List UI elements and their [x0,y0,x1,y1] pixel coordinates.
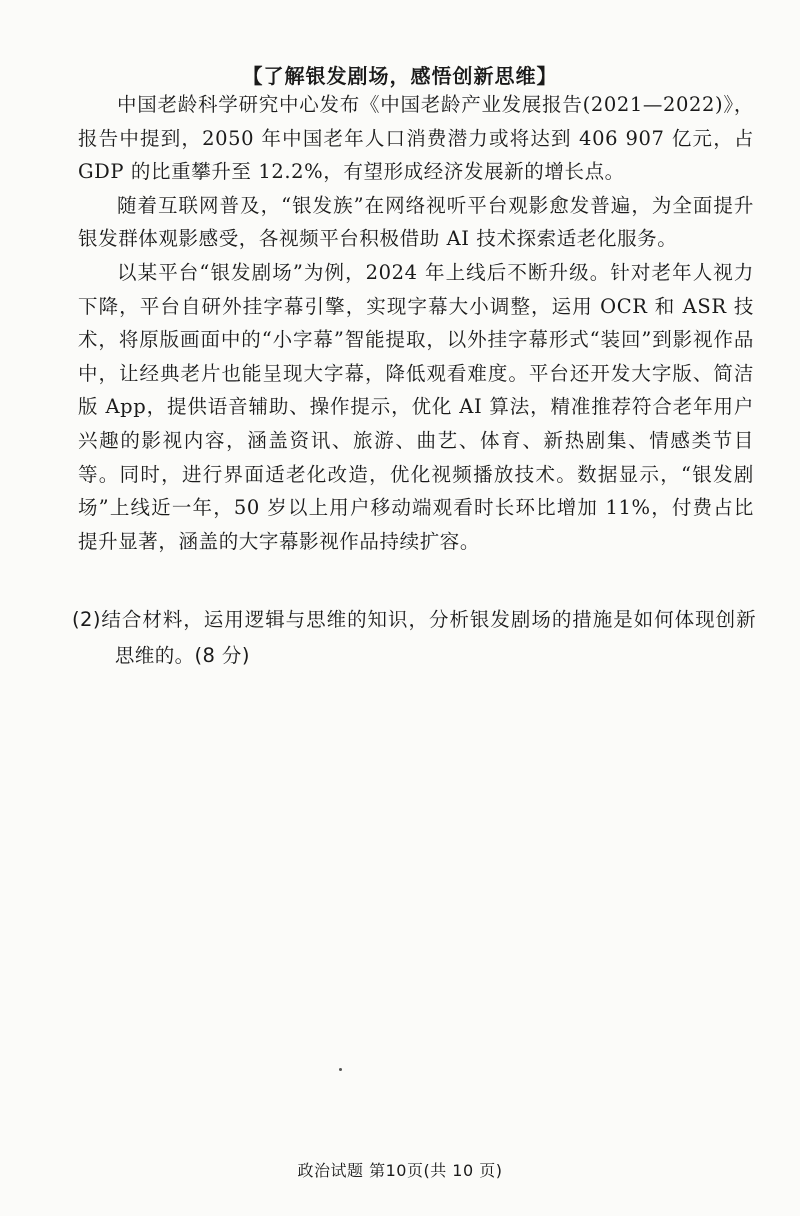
question-number: (2) [72,608,101,631]
question-2 [72,602,756,674]
section-title: 【了解银发剧场，感悟创新思维】 [242,64,558,88]
material-paragraph-2: 随着互联网普及，“银发族”在网络视听平台观影愈发普遍，为全面提升银发群体观影感受，各视频平台积极借助 AI 技术探索适老化服务。 [78,193,754,251]
scan-speck [339,1068,342,1071]
material-paragraph-1: 中国老龄科学研究中心发布《中国老龄产业发展报告(2021—2022)》，报告中提到，2050 年中国老年人口消费潜力或将达到 406 907 亿元，占 GDP 的比重攀升至 12.2%，有望形成经济发展新的增长点。 [78,93,754,184]
material-text [78,88,754,558]
question-score: (8 分) [194,644,250,667]
page-footer: 政治试题 第10页(共 10 页) [297,1161,503,1180]
question-text: 结合材料，运用逻辑与思维的知识，分析银发剧场的措施是如何体现创新思维的。 [100,608,756,667]
material-paragraph-3: 以某平台“银发剧场”为例，2024 年上线后不断升级。针对老年人视力下降，平台自研外挂字幕引擎，实现字幕大小调整，运用 OCR 和 ASR 技术，将原版画面中的“小字幕”智能提取，以外挂字幕形式“装回”到影视作品中，让经典老片也能呈现大字幕，降低观看难度。平台还开发大字版、简洁版 App，提供语音辅助、操作提示，优化 AI 算法，精准推荐符合老年用户兴趣的影视内容，涵盖资讯、旅游、曲艺、体育、新热剧集、情感类节目等。同时，进行界面适老化改造，优化视频播放技术。数据显示，“银发剧场”上线近一年，50 岁以上用户移动端观看时长环比增加 11%，付费占比提升显著，涵盖的大字幕影视作品持续扩容。 [78,260,754,553]
